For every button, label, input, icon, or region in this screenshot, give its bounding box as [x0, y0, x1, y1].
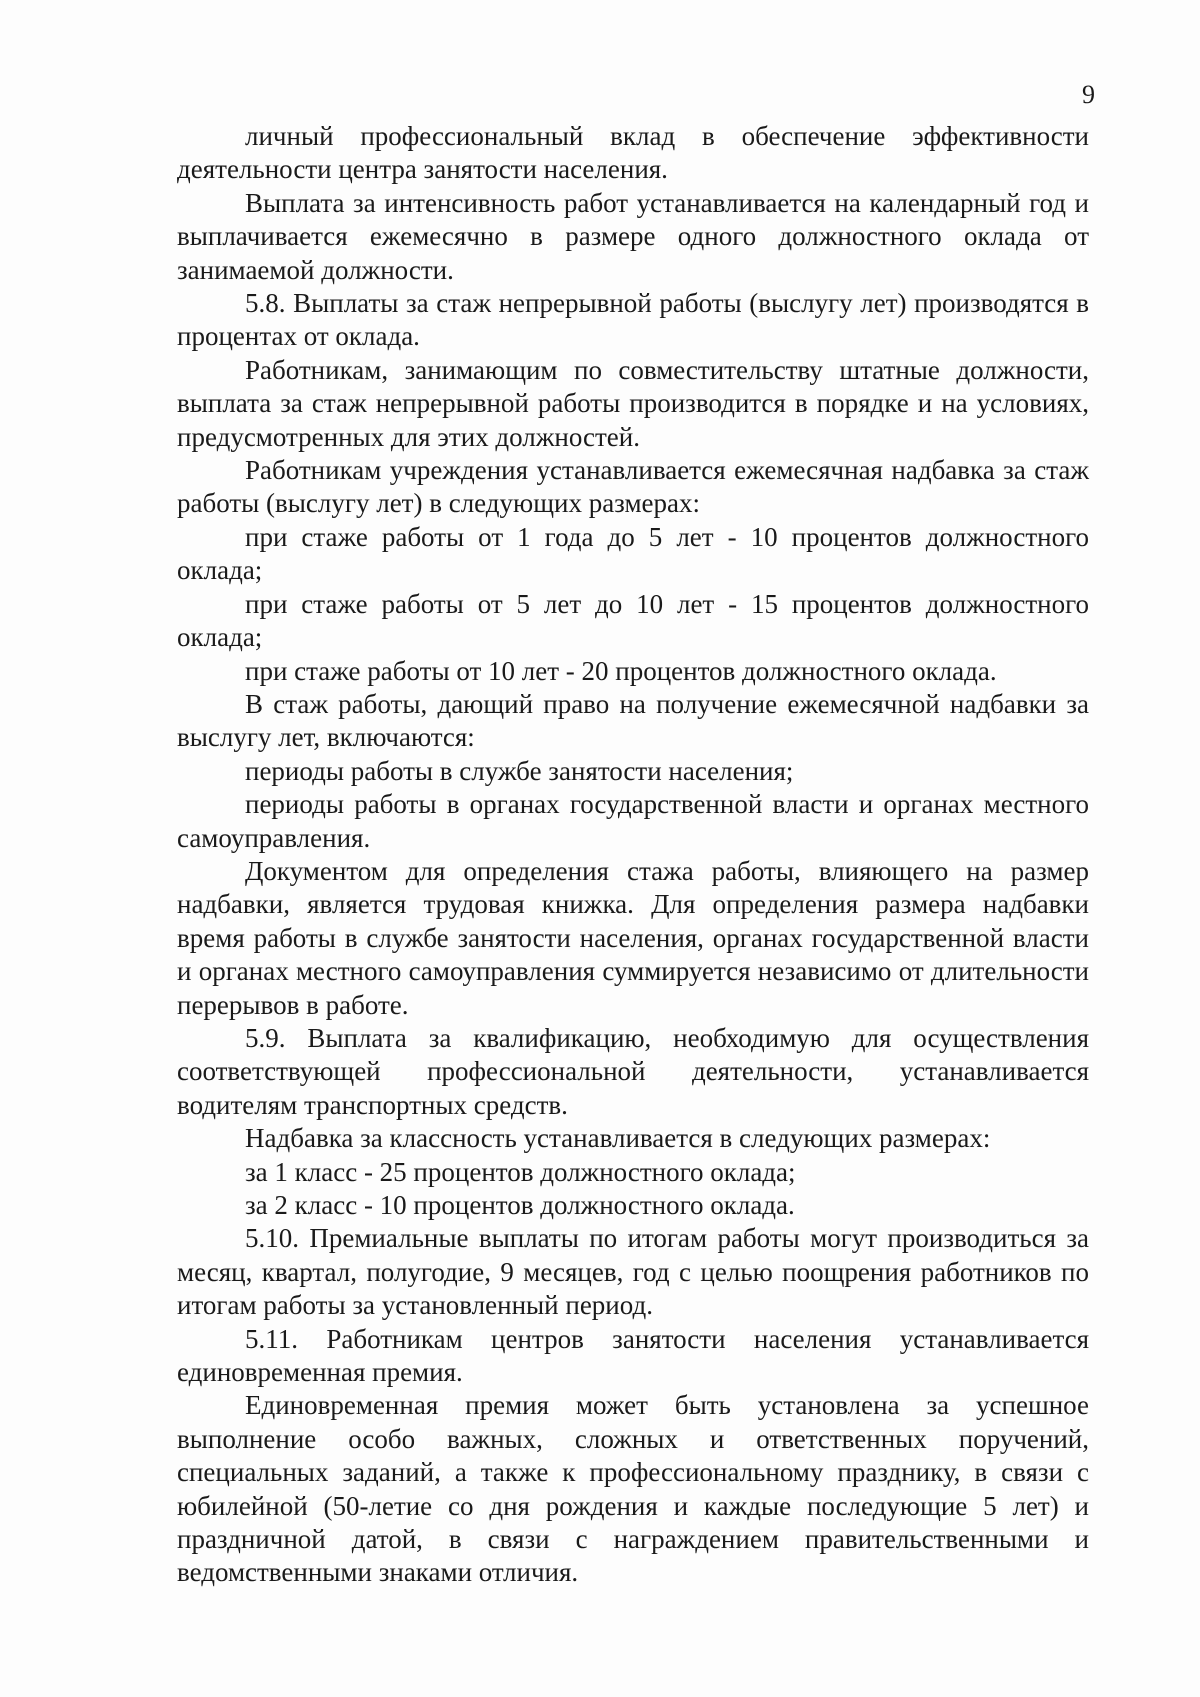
paragraph: при стаже работы от 10 лет - 20 процентов должностного оклада.	[245, 655, 997, 686]
paragraph: при стаже работы от 1 года до 5 лет - 10 процентов должностного оклада;	[177, 521, 1089, 586]
paragraph: 5.10. Премиальные выплаты по итогам работы могут производиться за месяц, квартал, полугодие, 9 месяцев, год с целью поощрения работников по итогам работы за установленный период.	[177, 1223, 1089, 1321]
paragraph: за 2 класс - 10 процентов должностного оклада.	[245, 1190, 795, 1220]
paragraph: Надбавка за классность устанавливается в следующих размерах:	[245, 1123, 991, 1154]
paragraph: Работникам учреждения устанавливается ежемесячная надбавка за стаж работы (выслугу лет) в следующих размерах:	[177, 455, 1089, 519]
paragraph: В стаж работы, дающий право на получение ежемесячной надбавки за выслугу лет, включаются:	[177, 688, 1089, 753]
paragraph: личный профессиональный вклад в обеспечение эффективности деятельности центра занятости населения.	[177, 121, 1089, 185]
paragraph: периоды работы в службе занятости населения;	[245, 755, 794, 786]
paragraph: Единовременная премия может быть установлена за успешное выполнение особо важных, сложных и ответственных поручений, специальных заданий, а также к профессиональному празднику, в связи с юбилейной (50-летие со дня рождения и каждые последующие 5 лет) и праздничной датой, в связи с награждением правительственными и ведомственными знаками отличия.	[177, 1390, 1089, 1588]
paragraph: Документом для определения стажа работы, влияющего на размер надбавки, является трудовая книжка. Для определения размера надбавки время работы в службе занятости населения, органах государственной власти и органах местного самоуправления суммируется независимо от длительности перерывов в работе.	[177, 855, 1089, 1020]
paragraph: 5.9. Выплата за квалификацию, необходимую для осуществления соответствующей профессиональной деятельности, устанавливается водителям транспортных средств.	[177, 1022, 1089, 1120]
paragraph: Выплата за интенсивность работ устанавливается на календарный год и выплачивается ежемесячно в размере одного должностного оклада от занимаемой должности.	[177, 187, 1089, 285]
paragraph: за 1 класс - 25 процентов должностного оклада;	[245, 1156, 796, 1187]
paragraph: периоды работы в органах государственной власти и органах местного самоуправления.	[177, 789, 1089, 853]
page-number: 9	[1082, 80, 1095, 109]
document-body	[177, 120, 1089, 1590]
paragraph: при стаже работы от 5 лет до 10 лет - 15 процентов должностного оклада;	[177, 588, 1089, 653]
paragraph: 5.11. Работникам центров занятости населения устанавливается единовременная премия.	[177, 1323, 1089, 1388]
paragraph: 5.8. Выплаты за стаж непрерывной работы (выслугу лет) производятся в процентах от оклада.	[177, 288, 1089, 352]
paragraph: Работникам, занимающим по совместительству штатные должности, выплата за стаж непрерывной работы производится в порядке и на условиях, предусмотренных для этих должностей.	[177, 354, 1089, 452]
